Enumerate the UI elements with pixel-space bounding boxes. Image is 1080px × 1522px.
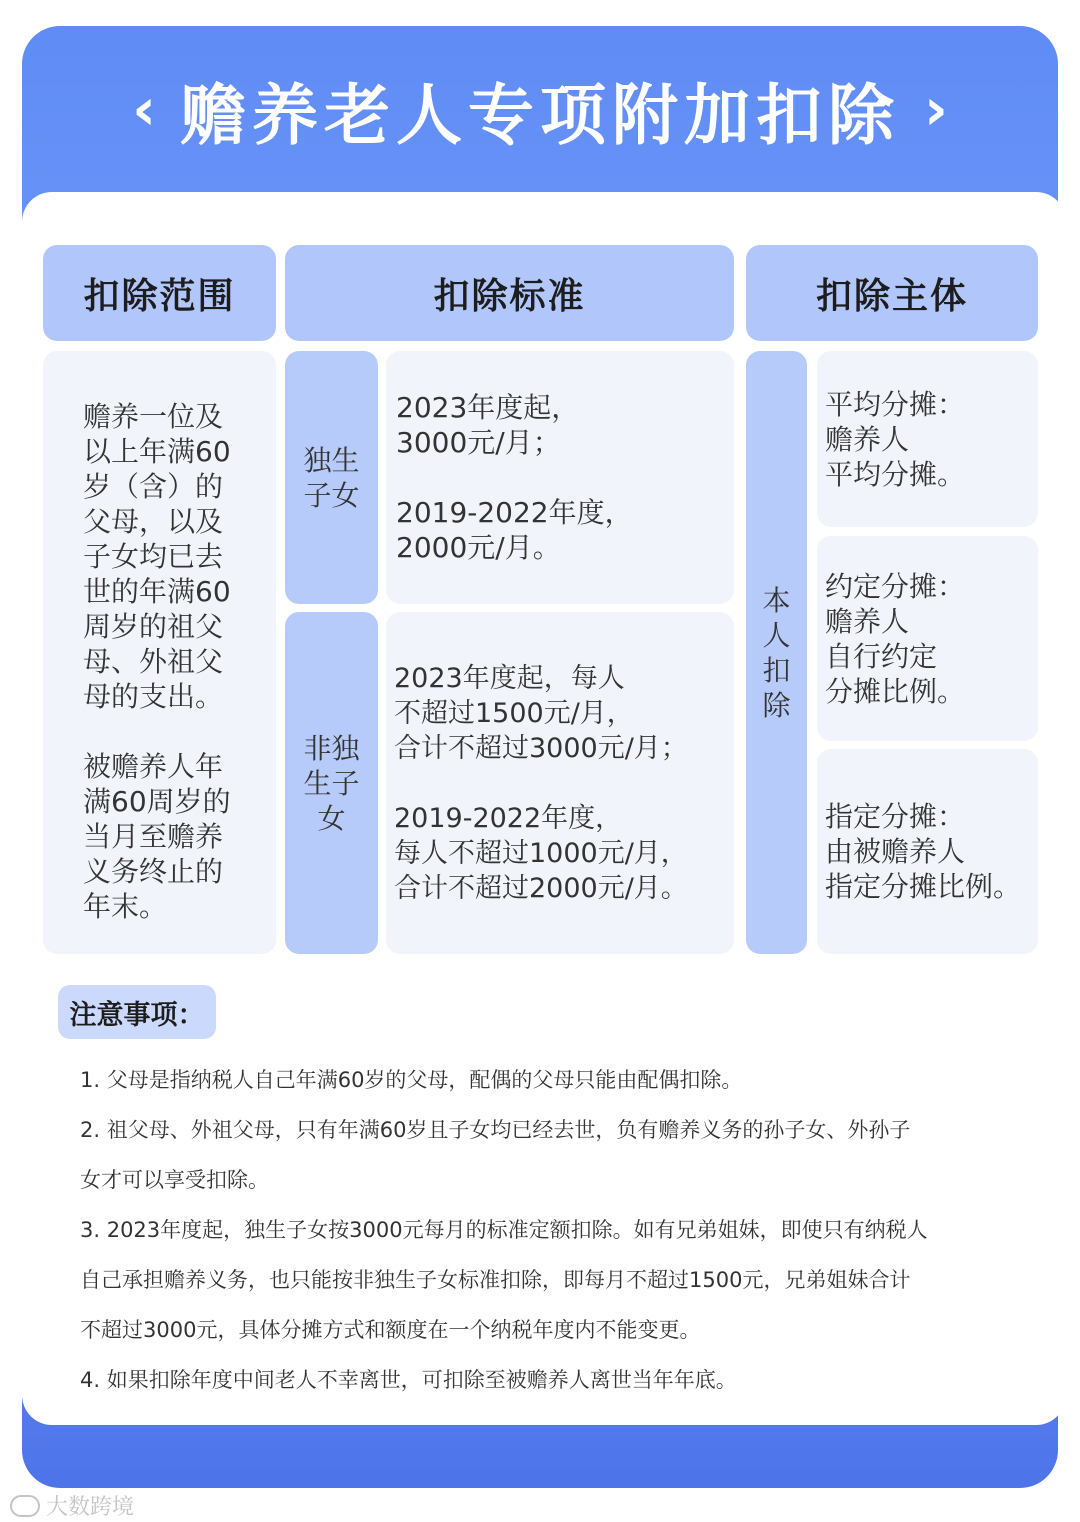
page-title: 赡养老人专项附加扣除 xyxy=(180,76,900,154)
subject-method-text: 指定分摊： 由被赡养人 指定分摊比例。 xyxy=(825,800,1022,903)
only-child-standard-cell xyxy=(386,351,734,604)
only-child-standard: 2023年度起， 3000元/月； 2019-2022年度， 2000元/月。 xyxy=(396,391,633,564)
note-item: 4. 如果扣除年度中间老人不幸离世，可扣除至被赡养人离世当年年底。 xyxy=(80,1368,737,1392)
self-deduction-cell xyxy=(746,351,807,954)
scope-text: 赡养一位及 以上年满60 岁（含）的 父母，以及 子女均已去 世的年满60 周岁的祖父 母、外祖父 母的支出。 被赡养人年 满60周岁的 当月至赡养 义务终止的 年末。 xyxy=(83,400,231,923)
watermark-logo-icon xyxy=(10,1495,40,1517)
self-deduction-label: 本 人 扣 除 xyxy=(762,583,791,722)
non-only-child-label: 非独 生子 女 xyxy=(303,731,360,835)
header-subject: 扣除主体 xyxy=(746,245,1038,341)
watermark xyxy=(10,1490,134,1521)
chevron-right-icon: › xyxy=(924,75,948,143)
subject-method-average xyxy=(817,351,1038,527)
subject-method-text: 约定分摊： 赡养人 自行约定 分摊比例。 xyxy=(825,569,966,708)
subject-method-text: 平均分摊： 赡养人 平均分摊。 xyxy=(825,387,966,491)
only-child-label-cell xyxy=(285,351,378,604)
title-bar xyxy=(22,26,1058,192)
non-only-child-standard: 2023年度起，每人 不超过1500元/月， 合计不超过3000元/月； 2019-2022年度， 每人不超过1000元/月， 合计不超过2000元/月。 xyxy=(394,662,688,904)
non-only-child-label-cell xyxy=(285,612,378,954)
note-item: 2. 祖父母、外祖父母，只有年满60岁且子女均已经去世，负有赡养义务的孙子女、外孙子 女才可以享受扣除。 xyxy=(80,1118,911,1192)
subject-method-designated xyxy=(817,749,1038,954)
only-child-label: 独生 子女 xyxy=(303,443,360,512)
header-standard: 扣除标准 xyxy=(285,245,734,341)
header-scope: 扣除范围 xyxy=(43,245,276,341)
non-only-child-standard-cell xyxy=(386,612,734,954)
note-item: 1. 父母是指纳税人自己年满60岁的父母，配偶的父母只能由配偶扣除。 xyxy=(80,1068,743,1092)
notes-label: 注意事项： xyxy=(58,985,216,1039)
chevron-left-icon: ‹ xyxy=(132,75,156,143)
note-item: 3. 2023年度起，独生子女按3000元每月的标准定额扣除。如有兄弟姐妹，即使只有纳税人 自己承担赡养义务，也只能按非独生子女标准扣除，即每月不超过1500元，兄弟姐妹合计 不超过3000元，具体分摊方式和额度在一个纳税年度内不能变更。 xyxy=(80,1218,928,1342)
subject-method-agreed xyxy=(817,536,1038,741)
scope-cell xyxy=(43,351,276,954)
watermark-text: 大数跨境 xyxy=(46,1495,135,1520)
